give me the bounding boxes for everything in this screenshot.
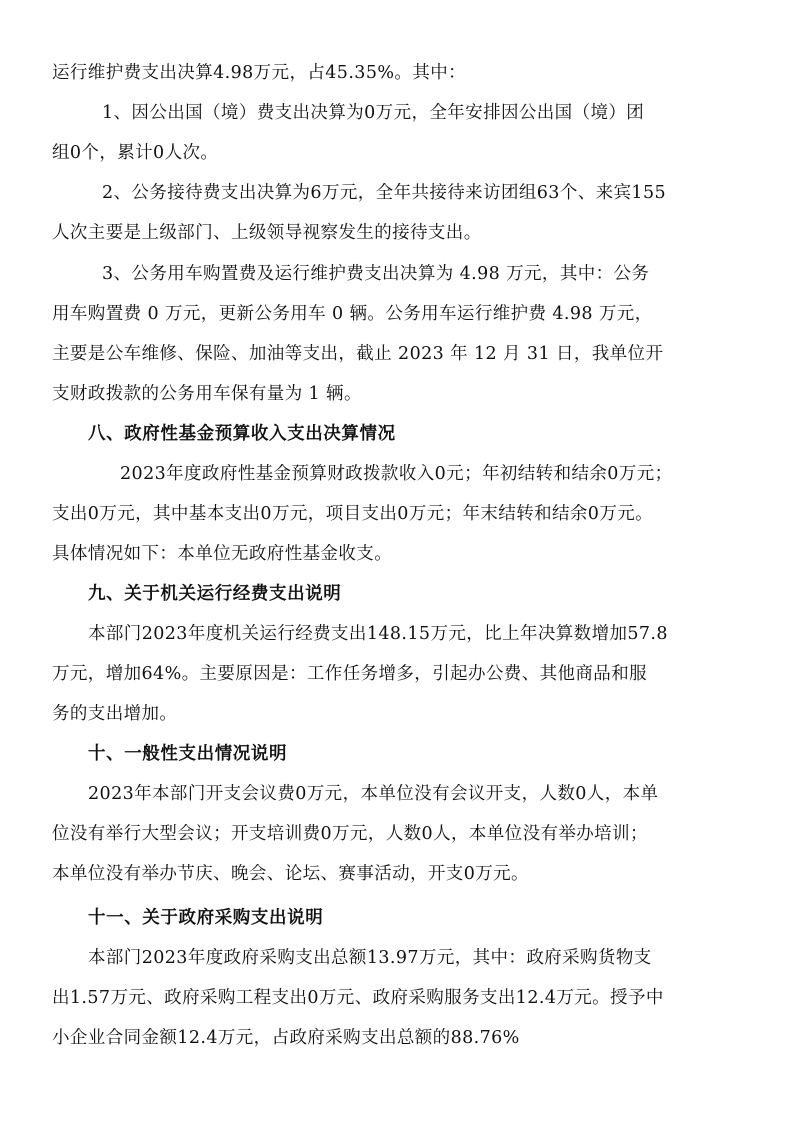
paragraph-line: 组0个，累计0人次。 [52,143,219,163]
paragraph-line: 出1.57万元、政府采购工程支出0万元、政府采购服务支出12.4万元。授予中 [52,988,664,1008]
section-heading: 十、一般性支出情况说明 [88,744,288,764]
paragraph-line: 本部门2023年度机关运行经费支出148.15万元，比上年决算数增加57.8 [88,624,668,644]
paragraph-line: 1、因公出国（境）费支出决算为0万元，全年安排因公出国（境）团 [102,103,645,123]
paragraph-line: 务的支出增加。 [52,704,178,724]
paragraph-line: 位没有举行大型会议；开支培训费0万元，人数0人，本单位没有举办培训； [52,824,648,844]
paragraph-line: 具体情况如下：本单位无政府性基金收支。 [52,544,393,564]
paragraph-line: 万元，增加64%。主要原因是：工作任务增多，引起办公费、其他商品和服 [52,664,647,684]
section-heading: 九、关于机关运行经费支出说明 [88,584,342,604]
paragraph-line: 小企业合同金额12.4万元，占政府采购支出总额的88.76% [52,1028,520,1048]
paragraph-line: 2023年本部门开支会议费0万元，本单位没有会议开支，人数0人，本单 [88,784,659,804]
paragraph-line: 2、公务接待费支出决算为6万元，全年共接待来访团组63个、来宾155 [102,183,667,203]
paragraph-line: 本部门2023年度政府采购支出总额13.97万元，其中：政府采购货物支 [88,948,652,968]
paragraph-line: 用车购置费 0 万元，更新公务用车 0 辆。公务用车运行维护费 4.98 万元， [52,304,653,324]
paragraph-line: 本单位没有举办节庆、晚会、论坛、赛事活动，开支0万元。 [52,864,529,884]
paragraph-line: 2023年度政府性基金预算财政拨款收入0元；年初结转和结余0万元； [120,464,673,484]
paragraph-line: 主要是公车维修、保险、加油等支出，截止 2023 年 12 月 31 日，我单位开 [52,344,664,364]
paragraph-line: 支出0万元，其中基本支出0万元，项目支出0万元；年末结转和结余0万元。 [52,504,654,524]
section-heading: 十一、关于政府采购支出说明 [88,908,324,928]
paragraph-line: 人次主要是上级部门、上级领导视察发生的接待支出。 [52,223,482,243]
paragraph-line: 运行维护费支出决算4.98万元，占45.35%。其中： [52,63,466,83]
paragraph-line: 支财政拨款的公务用车保有量为 1 辆。 [52,384,362,404]
paragraph-line: 3、公务用车购置费及运行维护费支出决算为 4.98 万元，其中：公务 [102,264,650,284]
section-heading: 八、政府性基金预算收入支出决算情况 [88,424,396,444]
